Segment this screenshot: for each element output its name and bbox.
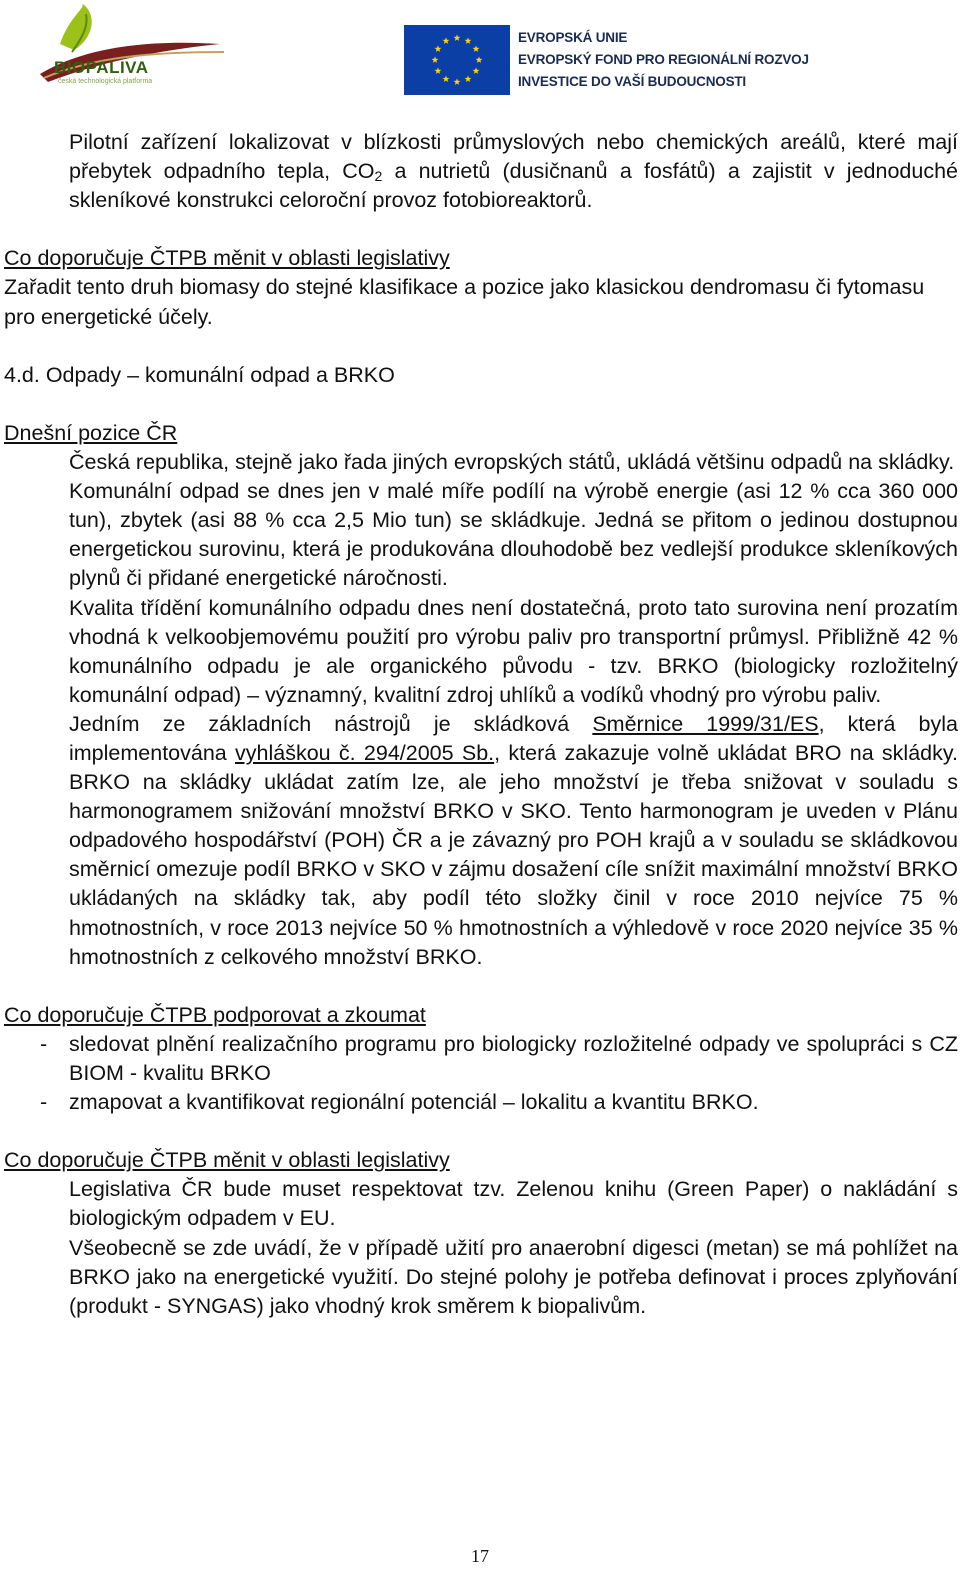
list-item — [4, 1088, 958, 1117]
bullet-dash: - — [40, 1031, 48, 1056]
current-paragraph-3: Kvalita třídění komunálního odpadu dnes není dostatečná, proto tato surovina není prozatím vhodná k velkoobjemovému použití pro výrobu paliv pro transportní průmysl. Přibližně 42 % komunálního odpadu je ale organického původu - tzv. BRKO (biologicky rozložitelný komunální odpad) – významný, kvalitní zdroj uhlíků a vodíků vhodný pro výrobu paliv. — [69, 595, 958, 707]
p4-text-a: Jedním ze základních nástrojů je skládková — [69, 711, 593, 736]
decree-link[interactable]: vyhláškou č. 294/2005 Sb. — [235, 740, 495, 765]
legislation-text-1: Zařadit tento druh biomasy do stejné klasifikace a pozice jako klasickou dendromasu či fytomasu pro energetické účely. — [4, 275, 925, 329]
intro-text-a: Pilotní zařízení lokalizovat v blízkosti průmyslových nebo chemických areálů, které mají přebytek odpadního tepla, CO — [69, 130, 958, 184]
biopaliva-logo-text: BIOPALIVA — [54, 58, 149, 77]
current-position-heading: Dnešní pozice ČR — [4, 420, 178, 445]
biopaliva-logo — [30, 4, 230, 100]
current-paragraph-4 — [4, 710, 958, 972]
current-paragraph-1: Česká republika, stejně jako řada jiných evropských států, ukládá většinu odpadů na skládky. — [69, 450, 955, 475]
p4-text-c: , která zakazuje volně ukládat BRO na skládky. BRKO na skládky ukládat zatím lze, ale jeho množství je třeba snižovat v souladu s harmonogramem snižování množství BRKO v SKO. Tento harmonogram je uveden v Plánu odpadového hospodářství (POH) ČR a je závazný pro POH krajů a v souladu se skládkovou směrnicí omezuje podíl BRKO v SKO v zájmu dosažení cíle snížit maximální množství BRKO ukládaných na skládky tak, aby podíl této složky činil v roce 2010 nejvíce 75 % hmotnostních, v roce 2013 nejvíce 50 % hmotnostních a výhledově v roce 2020 nejvíce 35 % hmotnostních z celkového množství BRKO. — [69, 740, 958, 969]
p4-text-b: , která byla implementována — [69, 711, 958, 765]
biopaliva-logo-subtitle: česká technologická platforma — [58, 78, 153, 85]
list-item-text: sledovat plnění realizačního programu pro biologicky rozložitelné odpady ve spolupráci s CZ BIOM - kvalitu BRKO — [69, 1031, 958, 1085]
page-number: 17 — [471, 1546, 489, 1566]
section-title: 4.d. Odpady – komunální odpad a BRKO — [4, 362, 395, 387]
intro-subscript: 2 — [374, 168, 383, 185]
bullet-dash: - — [40, 1090, 48, 1115]
page-header — [0, 0, 960, 108]
eu-line-1: EVROPSKÁ UNIE — [518, 30, 628, 45]
legislation-heading-2: Co doporučuje ČTPB měnit v oblasti legislativy — [4, 1148, 450, 1173]
eu-line-2: EVROPSKÝ FOND PRO REGIONÁLNÍ ROZVOJ — [518, 52, 809, 67]
directive-link[interactable]: Směrnice 1999/31/ES — [592, 711, 819, 736]
intro-paragraph — [4, 128, 958, 215]
list-item — [4, 1030, 958, 1088]
document-body — [4, 128, 958, 1321]
legislation-paragraph-2: Všeobecně se zde uvádí, že v případě užití pro anaerobní digesci (metan) se má pohlížet na BRKO jako na energetické využití. Do stejné polohy je potřeba definovat i proces zplyňování (produkt - SYNGAS) jako vhodný krok směrem k biopalivům. — [69, 1235, 958, 1318]
eu-line-3: INVESTICE DO VAŠÍ BUDOUCNOSTI — [518, 74, 746, 89]
current-paragraph-2: Komunální odpad se dnes jen v malé míře podílí na výrobě energie (asi 12 % cca 360 000 tun), zbytek (asi 88 % cca 2,5 Mio tun) se skládkuje. Jedná se přitom o jedinou dostupnou energetickou surovinu, která je produkována dlouhodobě bez vedlejší produkce skleníkových plynů či přidané energetické náročnosti. — [69, 479, 958, 591]
support-heading: Co doporučuje ČTPB podporovat a zkoumat — [4, 1002, 426, 1027]
eu-flag-icon — [404, 25, 510, 95]
list-item-text: zmapovat a kvantifikovat regionální potenciál – lokalitu a kvantitu BRKO. — [69, 1090, 759, 1115]
legislation-paragraph-1: Legislativa ČR bude muset respektovat tzv. Zelenou knihu (Green Paper) o nakládání s biologickým odpadem v EU. — [69, 1177, 958, 1231]
legislation-heading-1: Co doporučuje ČTPB měnit v oblasti legislativy — [4, 246, 450, 271]
intro-text-b: a nutrietů (dusičnanů a fosfátů) a zajistit v jednoduché skleníkové konstrukci celoroční provoz fotobioreaktorů. — [69, 159, 958, 213]
eu-funding-text — [518, 27, 809, 93]
